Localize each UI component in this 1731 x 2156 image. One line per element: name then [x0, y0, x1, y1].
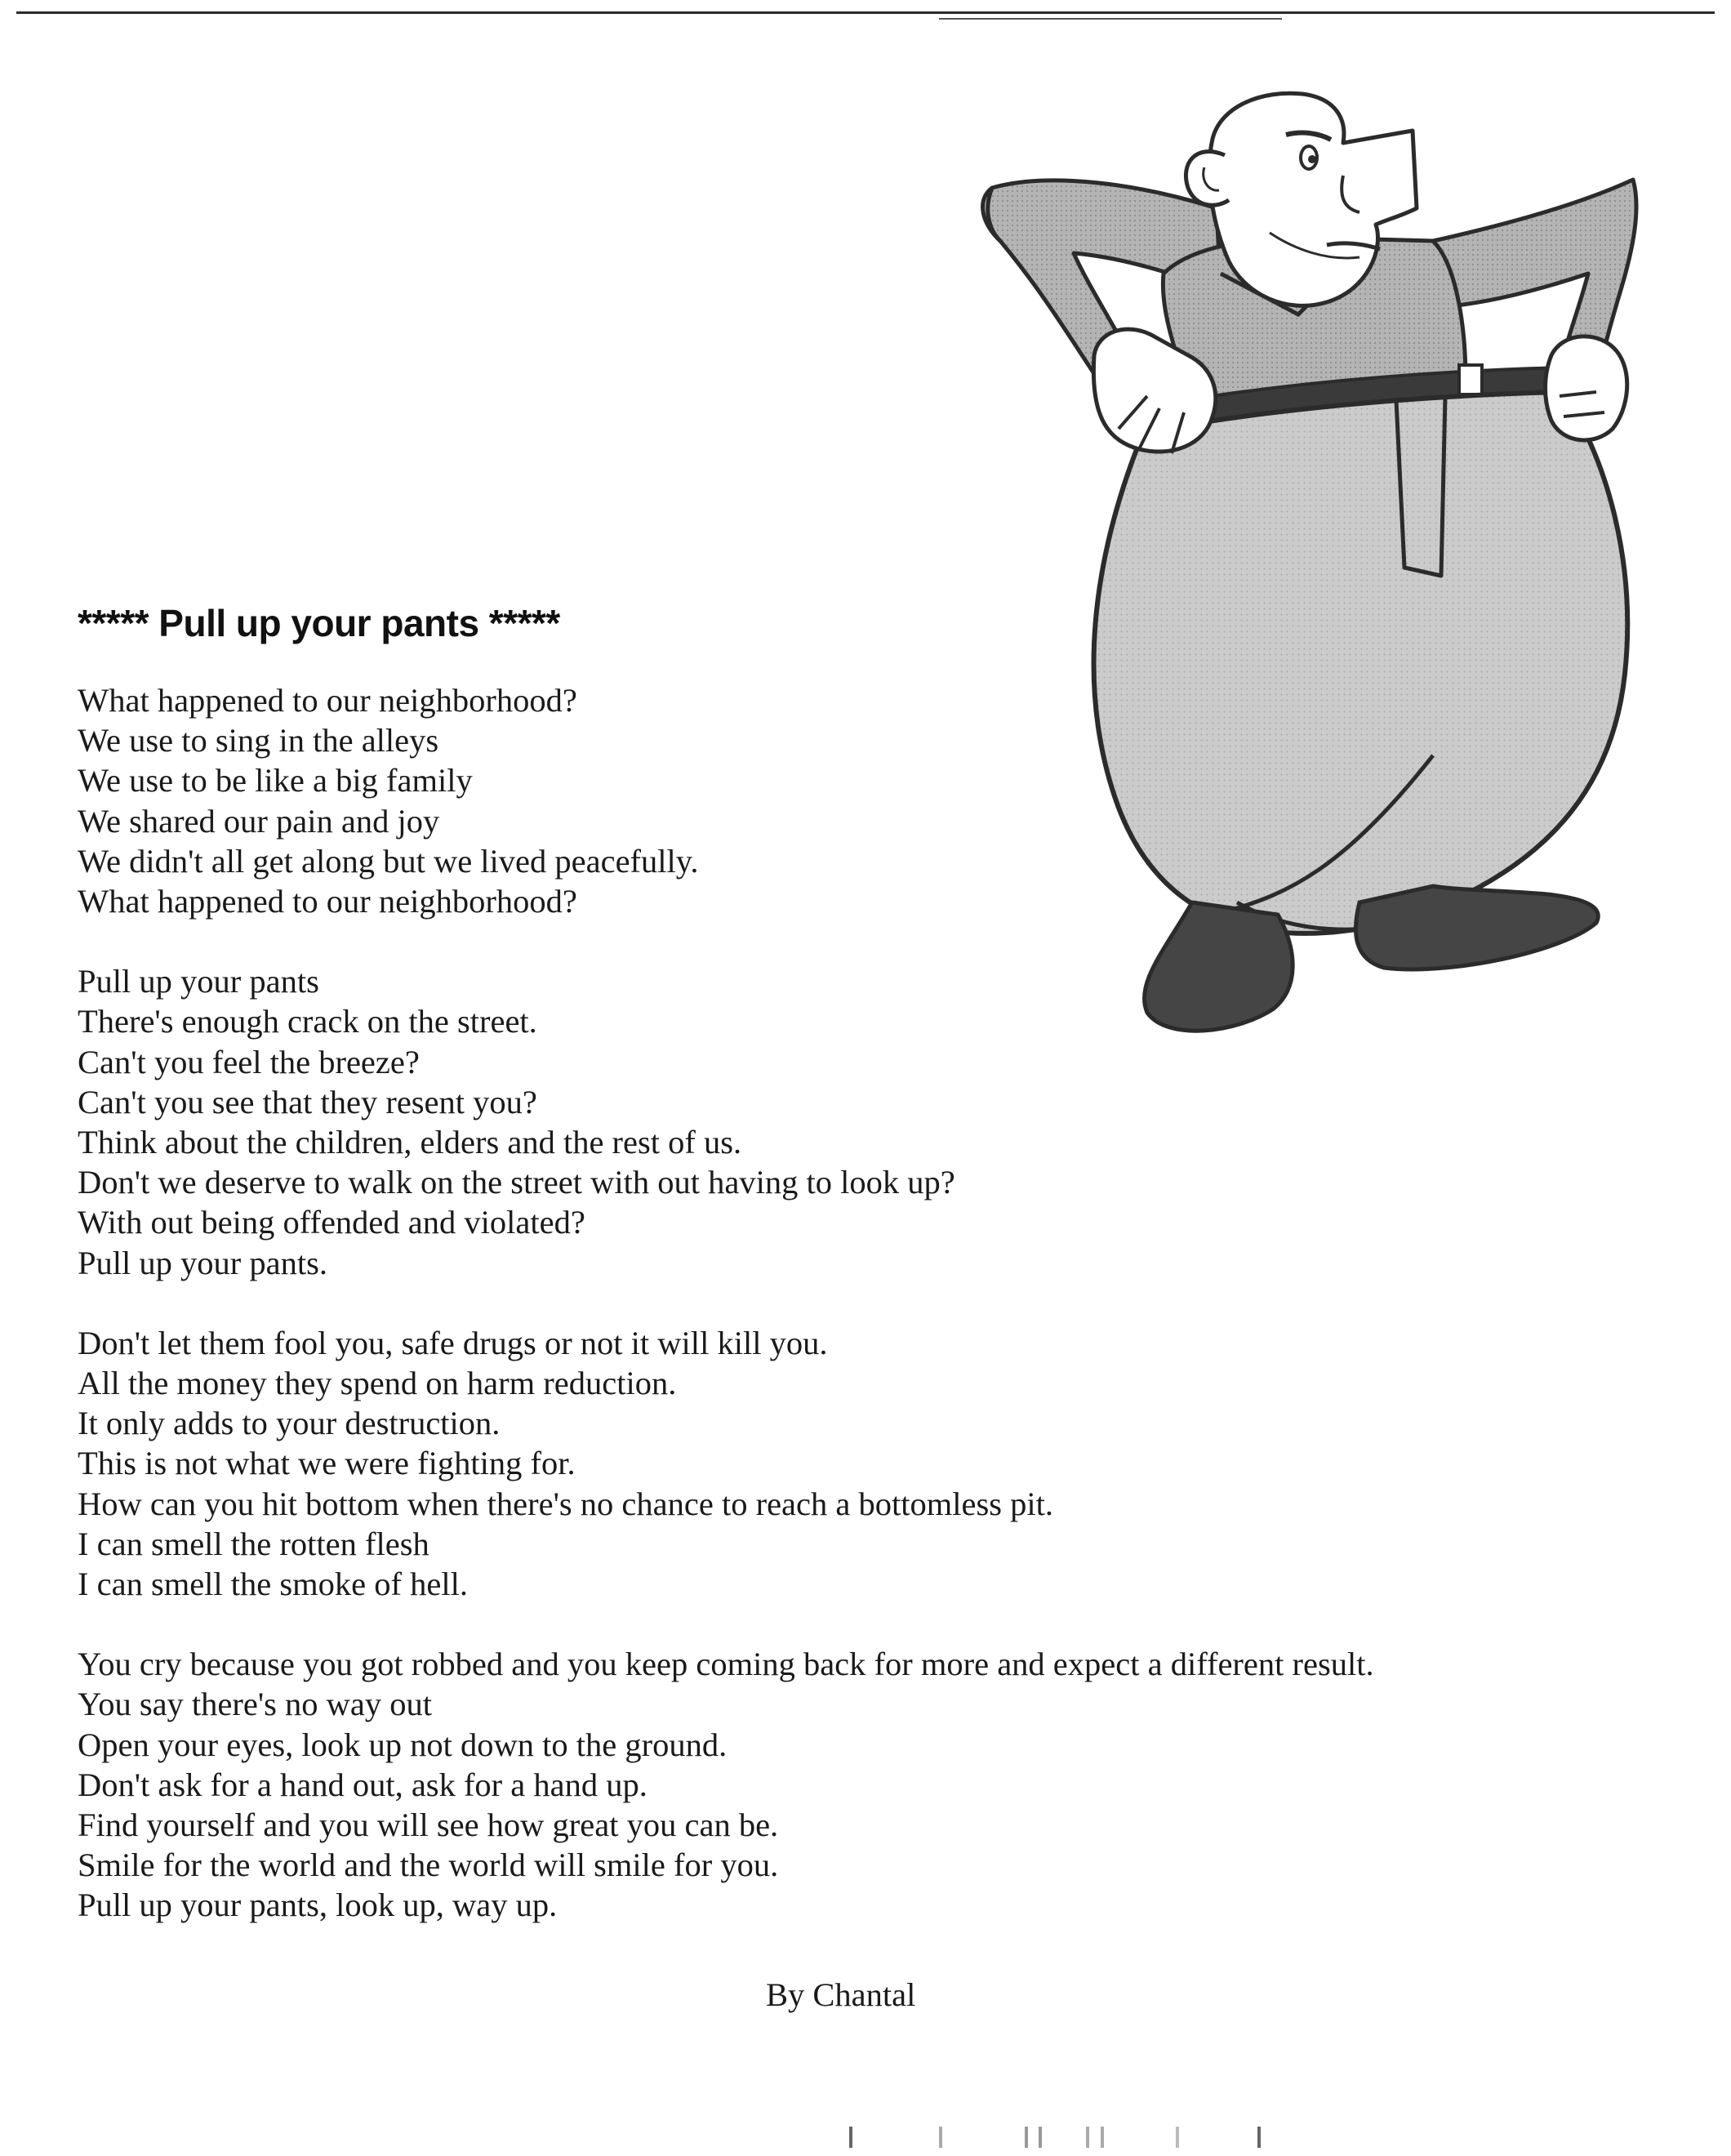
- pupil-shape: [1308, 155, 1316, 163]
- poem-line: Pull up your pants, look up, way up.: [78, 1886, 558, 1924]
- poem-line: We use to be like a big family: [78, 762, 473, 800]
- poem: [78, 600, 1678, 1966]
- right-hand-shape: [1546, 336, 1627, 440]
- poem-line: We shared our pain and joy: [78, 802, 440, 840]
- poem-line: You cry because you got robbed and you keep coming back for more and expect a different result.: [78, 1646, 1374, 1683]
- poem-line: Open your eyes, look up not down to the ground.: [78, 1726, 728, 1763]
- stanza-4: [78, 1644, 1678, 1925]
- poem-line: How can you hit bottom when there's no chance to reach a bottomless pit.: [78, 1485, 1053, 1522]
- poem-line: With out being offended and violated?: [78, 1204, 585, 1241]
- poem-title: ***** Pull up your pants *****: [78, 602, 560, 644]
- belt-loop: [1459, 365, 1482, 394]
- poem-line: All the money they spend on harm reduction.: [78, 1365, 677, 1402]
- poem-line: Can't you see that they resent you?: [78, 1083, 537, 1120]
- top-border-line-secondary: [939, 18, 1282, 20]
- poem-line: Don't ask for a hand out, ask for a hand up.: [78, 1766, 647, 1803]
- poem-line: What happened to our neighborhood?: [78, 883, 577, 920]
- stanza-3: [78, 1323, 1678, 1604]
- poem-line: We didn't all get along but we lived peacefully.: [78, 842, 699, 880]
- poem-line: Find yourself and you will see how great you can be.: [78, 1806, 779, 1844]
- poem-line: Can't you feel the breeze?: [78, 1043, 420, 1080]
- poem-line: Pull up your pants: [78, 963, 319, 1000]
- poem-line: We use to sing in the alleys: [78, 722, 439, 760]
- poem-line: There's enough crack on the street.: [78, 1003, 537, 1040]
- author-byline: By Chantal: [766, 1976, 916, 2013]
- ear-shape: [1186, 152, 1229, 206]
- stanza-2: [78, 961, 1678, 1283]
- top-border-line: [16, 11, 1715, 14]
- poem-line: What happened to our neighborhood?: [78, 682, 577, 719]
- poem-line: I can smell the smoke of hell.: [78, 1566, 468, 1603]
- poem-line: Don't let them fool you, safe drugs or not it will kill you.: [78, 1324, 828, 1361]
- poem-line: Think about the children, elders and the rest of us.: [78, 1124, 742, 1161]
- poem-line: I can smell the rotten flesh: [78, 1525, 429, 1562]
- poem-line: Don't we deserve to walk on the street with out having to look up?: [78, 1164, 955, 1201]
- scan-artifact-marks: [849, 2127, 1274, 2151]
- stanza-1: [78, 680, 1678, 921]
- poem-line: Pull up your pants.: [78, 1244, 328, 1281]
- poem-line: You say there's no way out: [78, 1686, 433, 1723]
- poem-line: This is not what we were fighting for.: [78, 1445, 576, 1482]
- poem-line: Smile for the world and the world will smile for you.: [78, 1846, 779, 1884]
- poem-line: It only adds to your destruction.: [78, 1405, 501, 1442]
